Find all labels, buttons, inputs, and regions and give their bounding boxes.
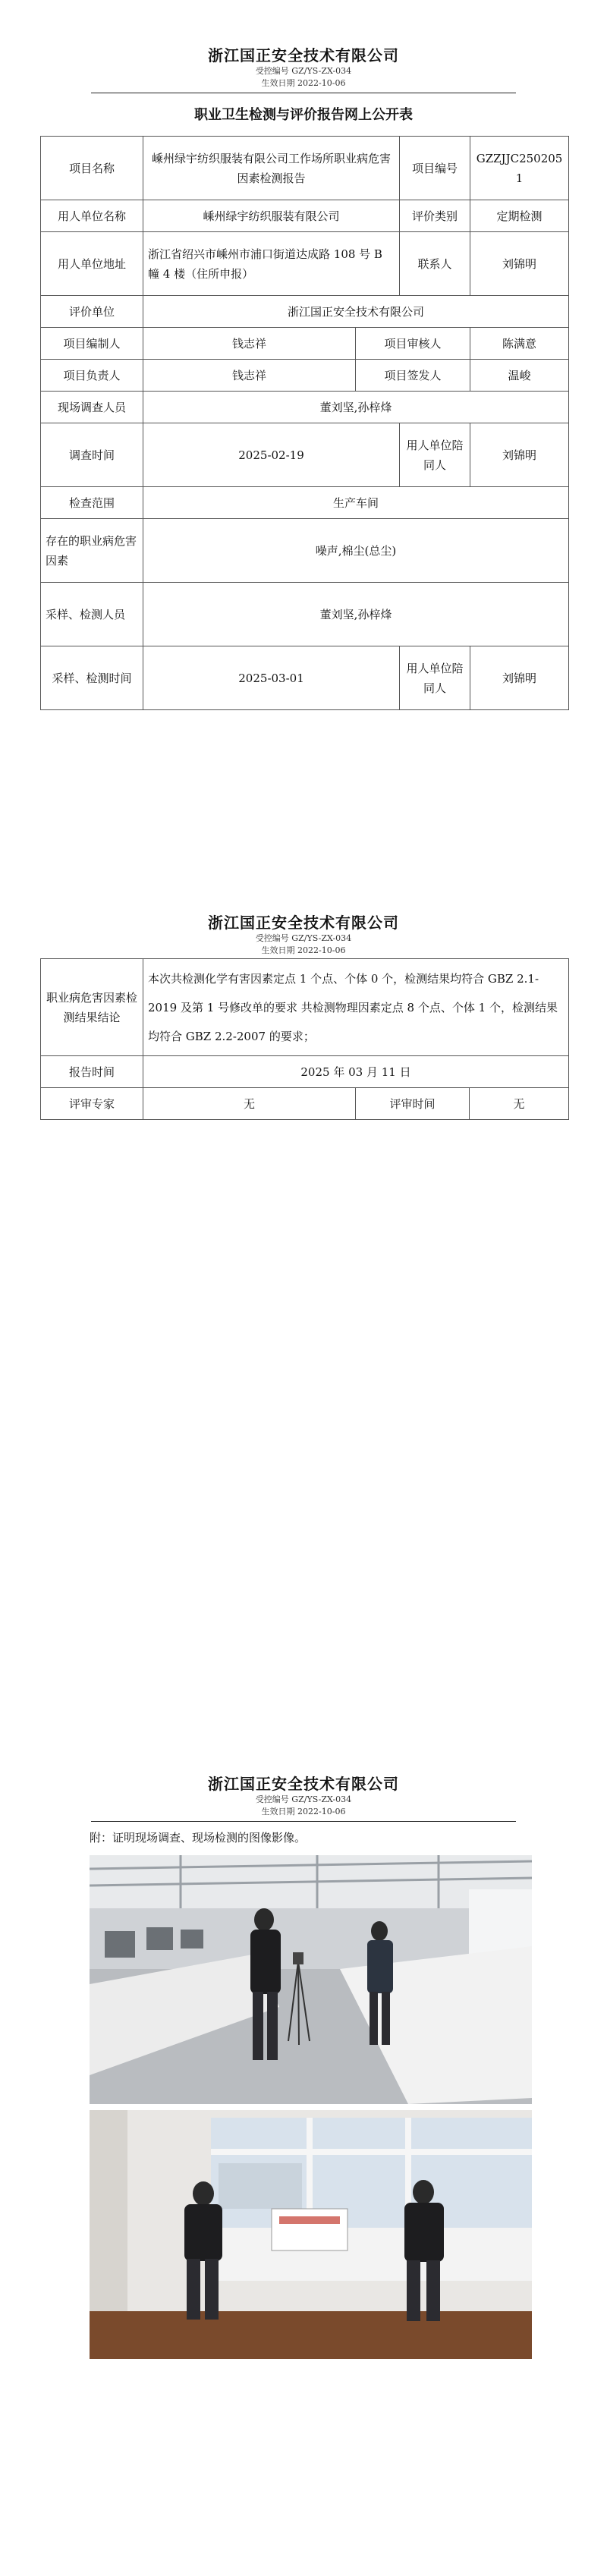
results-table — [40, 958, 569, 1120]
samplers-value: 董刘坚,孙梓烽 — [143, 583, 569, 646]
eval-type-label: 评价类别 — [400, 200, 470, 232]
compiler-label: 项目编制人 — [41, 328, 143, 360]
sample-time-label: 采样、检测时间 — [41, 646, 143, 710]
scope-label: 检查范围 — [41, 487, 143, 519]
contact-value: 刘锦明 — [470, 232, 569, 296]
page-1 — [0, 30, 607, 710]
control-number: 受控编号 GZ/YS-ZX-034 — [255, 66, 352, 76]
address-value: 浙江省绍兴市嵊州市浦口街道达成路 108 号 B 幢 4 楼（住所申报） — [143, 232, 400, 296]
table-row — [41, 487, 569, 519]
company-name: 浙江国正安全技术有限公司 — [208, 46, 399, 64]
header-rule — [91, 1821, 516, 1822]
experts-value: 无 — [143, 1088, 356, 1120]
report-time-label: 报告时间 — [41, 1056, 143, 1088]
project-name-label: 项目名称 — [41, 137, 143, 200]
project-name-value: 嵊州绿宇纺织服装有限公司工作场所职业病危害因素检测报告 — [143, 137, 400, 200]
company-name: 浙江国正安全技术有限公司 — [208, 914, 399, 932]
hazards-value: 噪声,棉尘(总尘) — [143, 519, 569, 583]
employer-value: 嵊州绿宇纺织服装有限公司 — [143, 200, 400, 232]
hazards-label: 存在的职业病危害因素 — [41, 519, 143, 583]
table-row — [41, 959, 569, 1056]
reviewer-label: 项目审核人 — [356, 328, 470, 360]
control-number: 受控编号 GZ/YS-ZX-034 — [255, 933, 352, 943]
reviewer-value: 陈满意 — [470, 328, 569, 360]
page-3 — [0, 1759, 607, 1845]
table-row — [41, 200, 569, 232]
table-row — [41, 1056, 569, 1088]
table-row — [41, 392, 569, 423]
report-time-value: 2025 年 03 月 11 日 — [143, 1056, 569, 1088]
accompany-survey-value: 刘锦明 — [470, 423, 569, 487]
leader-value: 钱志祥 — [143, 360, 356, 392]
contact-label: 联系人 — [400, 232, 470, 296]
experts-label: 评审专家 — [41, 1088, 143, 1120]
project-no-label: 项目编号 — [400, 137, 470, 200]
survey-time-value: 2025-02-19 — [143, 423, 400, 487]
site-survey-photo — [90, 1855, 532, 2104]
effective-date: 生效日期 2022-10-06 — [261, 78, 346, 88]
table-row — [41, 137, 569, 200]
table-row — [41, 423, 569, 487]
site-sampling-photo — [90, 2110, 532, 2359]
control-number: 受控编号 GZ/YS-ZX-034 — [255, 1794, 352, 1804]
samplers-label: 采样、检测人员 — [41, 583, 143, 646]
page-header — [0, 911, 607, 957]
table-row — [41, 328, 569, 360]
table-row — [41, 296, 569, 328]
surveyors-value: 董刘坚,孙梓烽 — [143, 392, 569, 423]
leader-label: 项目负责人 — [41, 360, 143, 392]
table-row — [41, 583, 569, 646]
effective-date: 生效日期 2022-10-06 — [261, 945, 346, 955]
employer-label: 用人单位名称 — [41, 200, 143, 232]
survey-time-label: 调查时间 — [41, 423, 143, 487]
table-row — [41, 519, 569, 583]
evaluator-label: 评价单位 — [41, 296, 143, 328]
attachment-caption: 附：证明现场调查、现场检测的图像影像。 — [90, 1831, 307, 1845]
surveyors-label: 现场调查人员 — [41, 392, 143, 423]
scope-value: 生产车间 — [143, 487, 569, 519]
project-no-value: GZZJJC2502051 — [470, 137, 569, 200]
review-time-label: 评审时间 — [356, 1088, 470, 1120]
company-name: 浙江国正安全技术有限公司 — [208, 1775, 399, 1793]
table-row — [41, 1088, 569, 1120]
page-header — [0, 43, 607, 93]
evaluator-value: 浙江国正安全技术有限公司 — [143, 296, 569, 328]
info-table — [40, 136, 569, 710]
table-row — [41, 232, 569, 296]
compiler-value: 钱志祥 — [143, 328, 356, 360]
table-row — [41, 360, 569, 392]
accompany-survey-label: 用人单位陪同人 — [400, 423, 470, 487]
accompany-sample-value: 刘锦明 — [470, 646, 569, 710]
address-label: 用人单位地址 — [41, 232, 143, 296]
review-time-value: 无 — [470, 1088, 569, 1120]
conclusion-label: 职业病危害因素检测结果结论 — [41, 959, 143, 1056]
page-header — [0, 1772, 607, 1822]
accompany-sample-label: 用人单位陪同人 — [400, 646, 470, 710]
document-title: 职业卫生检测与评价报告网上公开表 — [194, 107, 413, 123]
eval-type-value: 定期检测 — [470, 200, 569, 232]
table-row — [41, 646, 569, 710]
issuer-label: 项目签发人 — [356, 360, 470, 392]
sample-time-value: 2025-03-01 — [143, 646, 400, 710]
effective-date: 生效日期 2022-10-06 — [261, 1807, 346, 1816]
issuer-value: 温峻 — [470, 360, 569, 392]
conclusion-value: 本次共检测化学有害因素定点 1 个点、个体 0 个，检测结果均符合 GBZ 2.1-2019 及第 1 号修改单的要求 共检测物理因素定点 8 个点、个体 1 个，检测结果均符合 GBZ 2.2-2007 的要求； — [143, 959, 569, 1056]
page-2 — [0, 898, 607, 1120]
